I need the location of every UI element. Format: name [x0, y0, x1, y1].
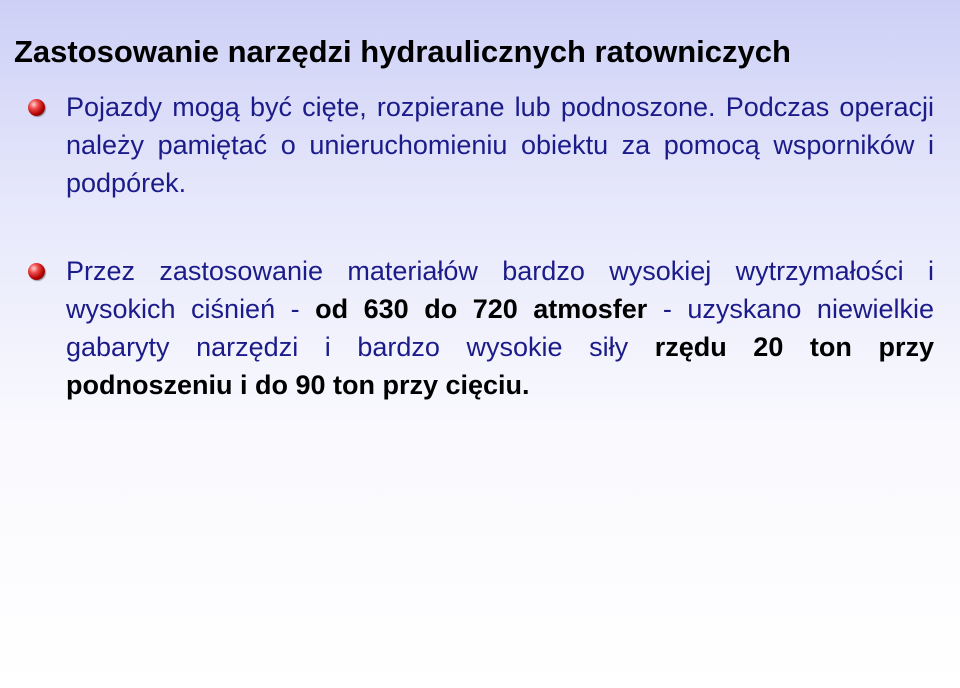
- pressure-range-text: od 630 do 720 atmosfer: [315, 294, 648, 324]
- red-sphere-bullet-icon: [28, 263, 45, 280]
- bullet-text: Pojazdy mogą być cięte, rozpierane lub podnoszone. Podczas operacji należy pamiętać o unieruchomieniu obiektu za pomocą wsporników i podpórek.: [66, 92, 934, 198]
- bullet-text: Przez zastosowanie materiałów bardzo wysokiej wytrzymałości i wysokich ciśnień -: [66, 256, 934, 324]
- bullet-text: - uzyskano niewielkie gabaryty narzędzi i bardzo wysokie siły: [66, 294, 934, 362]
- bullet-list: [28, 0, 934, 688]
- red-sphere-bullet-icon: [28, 99, 45, 116]
- bullet-item-vehicles: [28, 88, 934, 202]
- slide-title: Zastosowanie narzędzi hydraulicznych ratowniczych: [14, 34, 791, 69]
- force-values-text: rzędu 20 ton przy podnoszeniu i do 90 ton przy cięciu.: [66, 332, 934, 400]
- bullet-item-materials: [28, 252, 934, 404]
